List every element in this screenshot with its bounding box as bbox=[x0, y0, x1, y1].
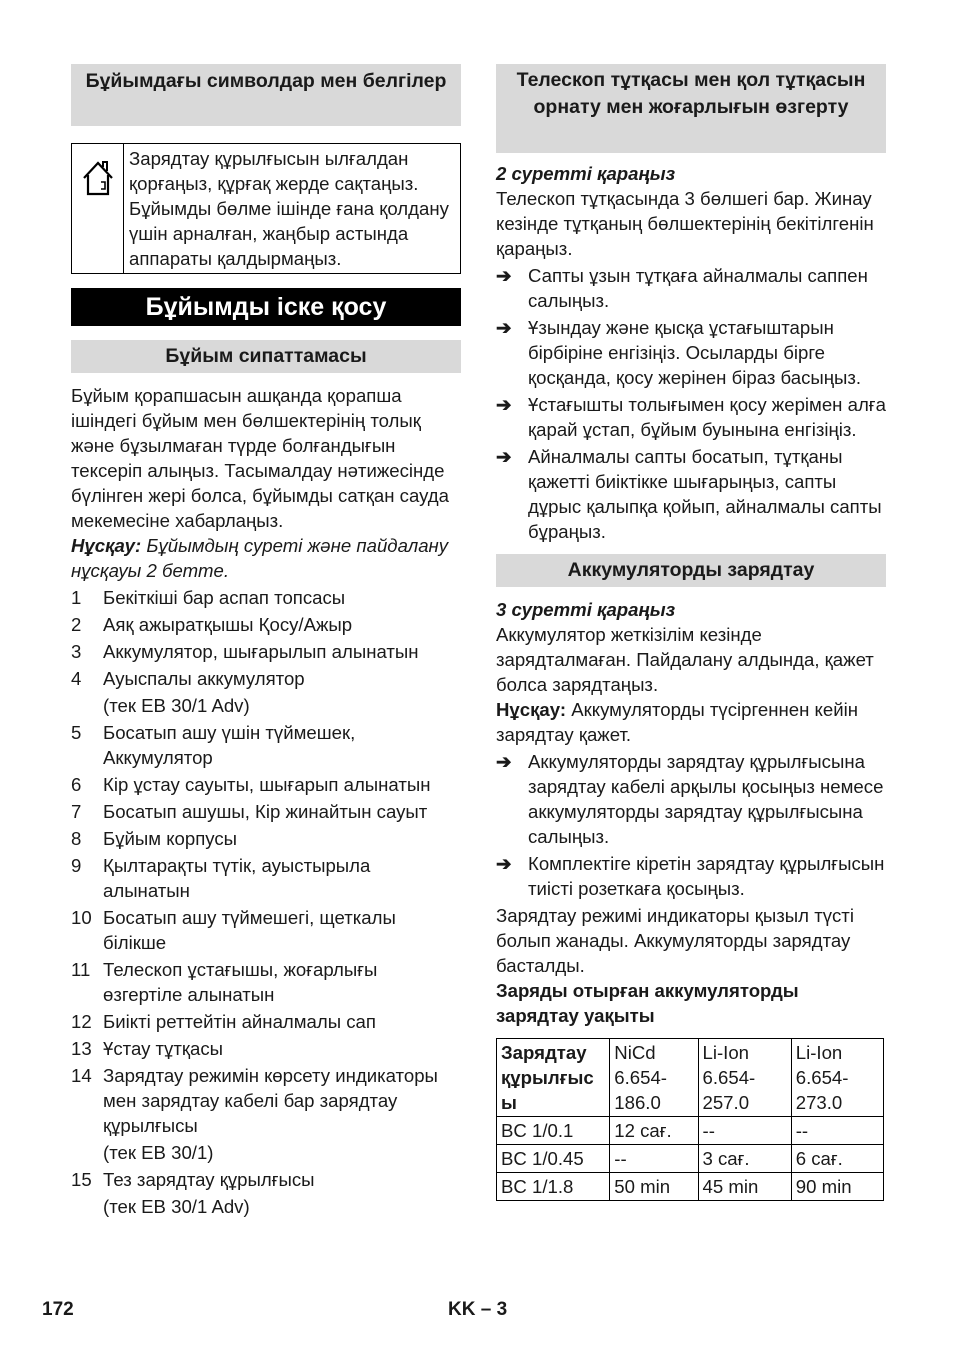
house-icon bbox=[72, 144, 124, 273]
arrow-icon: ➔ bbox=[496, 446, 512, 467]
list-item-text bbox=[103, 905, 461, 955]
list-item bbox=[71, 612, 461, 637]
table-cell: -- bbox=[791, 1117, 883, 1145]
table-cell: 45 min bbox=[698, 1173, 791, 1201]
arrow-icon: ➔ bbox=[496, 394, 512, 415]
note-text: Бұйымдың суреті және пайдалану нұсқауы 2 бетте. bbox=[71, 535, 449, 581]
step-text: Сапты ұзын тұтқаға айналмалы саппен салыңыз. bbox=[528, 265, 868, 311]
list-item-number: 3 bbox=[71, 641, 82, 662]
table-row bbox=[497, 1117, 884, 1145]
parts-list bbox=[71, 585, 461, 1219]
description-paragraph: Бұйым қорапшасын ашқанда қорапша ішіндегі бұйым мен бөлшектерінің толық және бұзылмаған түрде болғандығын тексеріп алыңыз. Тасымалдау нәтижесінде бүлінген жері болса, бұйымды сатқан сауда мекемесіне хабарлаңыз. bbox=[71, 385, 449, 531]
charging-steps bbox=[496, 749, 886, 901]
list-item-text bbox=[103, 957, 461, 1007]
list-item-text bbox=[103, 1036, 461, 1061]
list-item bbox=[71, 1063, 461, 1165]
list-item-text bbox=[103, 612, 461, 637]
page-number: 172 bbox=[42, 1299, 74, 1320]
list-item-number: 8 bbox=[71, 828, 82, 849]
list-item bbox=[71, 1036, 461, 1061]
list-item-label: Аяқ ажыратқышы Қосу/Ажыр bbox=[103, 614, 353, 635]
step-item bbox=[496, 315, 886, 390]
list-item-number: 12 bbox=[71, 1011, 92, 1032]
language-page-label: KK – 3 bbox=[448, 1299, 508, 1320]
step-item bbox=[496, 444, 886, 544]
list-item-text bbox=[103, 585, 461, 610]
table-header-cell: Зарядтау құрылғыс ы bbox=[497, 1039, 610, 1117]
list-item-number: 13 bbox=[71, 1038, 92, 1059]
step-item bbox=[496, 392, 886, 442]
table-header-cell: Li-Ion 6.654-257.0 bbox=[698, 1039, 791, 1117]
table-cell: -- bbox=[610, 1145, 698, 1173]
charging-note-text: Аккумуляторды түсіргеннен кейін зарядтау қажет. bbox=[496, 699, 858, 745]
charging-time-heading: Заряды отырған аккумуляторды зарядтау уақыты bbox=[496, 980, 799, 1026]
list-item-text bbox=[103, 1009, 461, 1034]
table-row bbox=[497, 1173, 884, 1201]
list-item bbox=[71, 957, 461, 1007]
list-item bbox=[71, 666, 461, 718]
see-figure-2: 2 суретті қараңыз bbox=[496, 163, 676, 184]
step-item bbox=[496, 851, 886, 901]
list-item-number: 15 bbox=[71, 1169, 92, 1190]
arrow-icon: ➔ bbox=[496, 853, 512, 874]
list-item-label: Телескоп ұстағышы, жоғарлығы өзгертіле алынатын bbox=[103, 959, 378, 1005]
list-item-label: Кір ұстау сауыты, шығарып алынатын bbox=[103, 774, 431, 795]
list-item-number: 5 bbox=[71, 722, 82, 743]
list-item-number: 14 bbox=[71, 1065, 92, 1086]
telescope-steps bbox=[496, 263, 886, 544]
charging-paragraph: Аккумулятор жеткізілім кезінде зарядталмаған. Пайдалану алдында, қажет болса зарядтаңыз. bbox=[496, 624, 874, 695]
note-label: Нұсқау: bbox=[71, 535, 142, 556]
right-column bbox=[496, 64, 886, 1201]
table-cell: 90 min bbox=[791, 1173, 883, 1201]
description-note bbox=[71, 533, 461, 583]
table-cell: 12 сағ. bbox=[610, 1117, 698, 1145]
list-item-label: Зарядтау режимін көрсету индикаторы мен зарядтау кабелі бар зарядтау құрылғысы bbox=[103, 1065, 438, 1136]
list-item bbox=[71, 1009, 461, 1034]
telescope-paragraph: Телескоп тұтқасында 3 бөлшегі бар. Жинау кезінде тұтқаның бөлшектерінің бекітілгенін қараңыз. bbox=[496, 188, 874, 259]
list-item bbox=[71, 853, 461, 903]
list-item-number: 1 bbox=[71, 587, 82, 608]
table-cell: 50 min bbox=[610, 1173, 698, 1201]
step-text: Ұстағышты толығымен қосу жерімен алға қарай ұстап, бұйым буынына енгізіңіз. bbox=[528, 394, 886, 440]
table-header-cell: NiCd 6.654-186.0 bbox=[610, 1039, 698, 1117]
step-text: Ұзындау және қысқа ұстағыштарын бірбіріне енгізіңіз. Осыларды бірге қосқанда, қосу жерінен біраз басыңыз. bbox=[528, 317, 862, 388]
list-item-text bbox=[103, 772, 461, 797]
list-item bbox=[71, 772, 461, 797]
list-item-number: 7 bbox=[71, 801, 82, 822]
list-item-number: 6 bbox=[71, 774, 82, 795]
list-item-subnote: (тек EB 30/1) bbox=[103, 1142, 214, 1163]
description-heading: Бұйым сипаттамасы bbox=[71, 340, 461, 373]
list-item-number: 2 bbox=[71, 614, 82, 635]
list-item-label: Босатып ашушы, Кір жинайтын сауыт bbox=[103, 801, 428, 822]
list-item-label: Бұйым корпусы bbox=[103, 828, 238, 849]
table-cell: BC 1/0.45 bbox=[497, 1145, 610, 1173]
list-item-text bbox=[103, 799, 461, 824]
step-text: Комплектіге кіретін зарядтау құрылғысын тиісті розеткаға қосыңыз. bbox=[528, 853, 885, 899]
list-item bbox=[71, 720, 461, 770]
charging-note-label: Нұсқау: bbox=[496, 699, 567, 720]
list-item bbox=[71, 826, 461, 851]
table-cell: BC 1/1.8 bbox=[497, 1173, 610, 1201]
list-item-label: Босатып ашу үшін түймешек, Аккумулятор bbox=[103, 722, 356, 768]
step-text: Айналмалы сапты босатып, тұтқаны қажетті биіктікке шығарыңыз, сапты дұрыс қалыпқа қойып, айналмалы сапты бұраңыз. bbox=[528, 446, 882, 542]
table-header-row bbox=[497, 1039, 884, 1117]
list-item-label: Бекіткіші бар аспап топсасы bbox=[103, 587, 346, 608]
arrow-icon: ➔ bbox=[496, 265, 512, 286]
section-title: Бұйымды іске қосу bbox=[71, 288, 461, 326]
list-item-label: Ауыспалы аккумулятор bbox=[103, 668, 305, 689]
telescope-heading: Телескоп тұтқасы мен қол тұтқасын орнату мен жоғарлығын өзгерту bbox=[496, 64, 886, 153]
symbol-text: Зарядтау құрылғысын ылғалдан қорғаңыз, құрғақ жерде сақтаңыз. Бұйымды бөлме ішінде ғана қолдану үшін арналған, жаңбыр астында аппараты қалдырмаңыз. bbox=[129, 148, 449, 269]
left-column bbox=[71, 64, 461, 1221]
table-cell: BC 1/0.1 bbox=[497, 1117, 610, 1145]
table-header-cell: Li-Ion 6.654-273.0 bbox=[791, 1039, 883, 1117]
charging-heading: Аккумуляторды зарядтау bbox=[496, 554, 886, 587]
list-item-label: Ұстау тұтқасы bbox=[103, 1038, 224, 1059]
list-item-text bbox=[103, 1167, 461, 1219]
symbol-box bbox=[71, 143, 461, 274]
list-item-subnote: (тек EB 30/1 Adv) bbox=[103, 1196, 250, 1217]
list-item-text bbox=[103, 639, 461, 664]
list-item-number: 10 bbox=[71, 907, 92, 928]
list-item bbox=[71, 905, 461, 955]
arrow-icon: ➔ bbox=[496, 751, 512, 772]
list-item-number: 11 bbox=[71, 959, 91, 980]
list-item-label: Тез зарядтау құрылғысы bbox=[103, 1169, 315, 1190]
charging-time-table bbox=[496, 1038, 884, 1201]
list-item-label: Босатып ашу түймешегі, щеткалы білікше bbox=[103, 907, 396, 953]
table-row bbox=[497, 1145, 884, 1173]
step-item bbox=[496, 263, 886, 313]
table-cell: -- bbox=[698, 1117, 791, 1145]
list-item-number: 9 bbox=[71, 855, 82, 876]
arrow-icon: ➔ bbox=[496, 317, 512, 338]
list-item bbox=[71, 1167, 461, 1219]
list-item-text bbox=[103, 720, 461, 770]
step-text: Аккумуляторды зарядтау құрылғысына зарядтау кабелі арқылы қосыңыз немесе аккумуляторды зарядтау құрылғысына салыңыз. bbox=[528, 751, 884, 847]
list-item-text bbox=[103, 1063, 461, 1165]
list-item-number: 4 bbox=[71, 668, 82, 689]
step-item bbox=[496, 749, 886, 849]
list-item-label: Биікті реттейтін айналмалы сап bbox=[103, 1011, 376, 1032]
list-item bbox=[71, 639, 461, 664]
see-figure-3: 3 суретті қараңыз bbox=[496, 599, 676, 620]
list-item-label: Қылтарақты түтік, ауыстырыла алынатын bbox=[103, 855, 371, 901]
indicator-paragraph: Зарядтау режимі индикаторы қызыл түсті болып жанады. Аккумуляторды зарядтау басталды. bbox=[496, 905, 854, 976]
charging-note bbox=[496, 697, 886, 747]
table-cell: 3 сағ. bbox=[698, 1145, 791, 1173]
list-item-text bbox=[103, 853, 461, 903]
list-item-text bbox=[103, 826, 461, 851]
table-cell: 6 сағ. bbox=[791, 1145, 883, 1173]
list-item bbox=[71, 585, 461, 610]
symbols-heading: Бұйымдағы символдар мен белгілер bbox=[71, 64, 461, 126]
list-item-text bbox=[103, 666, 461, 718]
list-item bbox=[71, 799, 461, 824]
list-item-label: Аккумулятор, шығарылып алынатын bbox=[103, 641, 419, 662]
list-item-subnote: (тек EB 30/1 Adv) bbox=[103, 695, 250, 716]
